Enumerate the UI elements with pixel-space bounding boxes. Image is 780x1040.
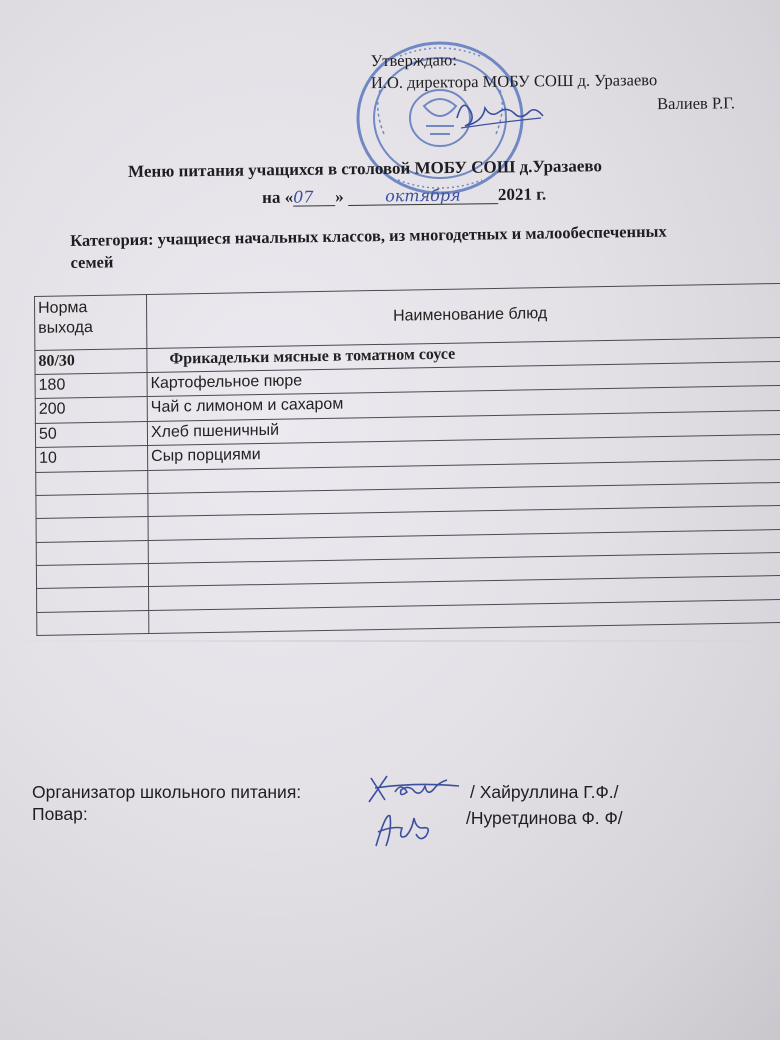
empty-cell xyxy=(37,610,149,635)
empty-cell xyxy=(36,517,148,542)
date-month-field xyxy=(348,185,498,206)
date-suffix: 2021 г. xyxy=(497,184,547,205)
menu-table-wrapper xyxy=(34,283,780,640)
director-signature-icon xyxy=(453,88,548,138)
cook-name: /Нуретдинова Ф. Ф/ xyxy=(466,808,623,828)
empty-cell xyxy=(37,587,149,612)
row-norm: 50 xyxy=(35,421,147,447)
date-mid: » xyxy=(335,187,344,207)
approval-heading: Утверждаю: xyxy=(370,50,457,71)
cook-label: Повар: xyxy=(32,804,88,824)
date-prefix: на « xyxy=(262,187,294,207)
paper-fold xyxy=(0,640,780,642)
row-dish: Чай с лимоном и сахаром xyxy=(147,386,780,422)
row-dish: Сыр порциями xyxy=(148,434,780,470)
row-dish: Картофельное пюре xyxy=(147,361,780,397)
cook-signature-icon xyxy=(370,808,440,854)
date-day-field xyxy=(293,187,335,207)
menu-date xyxy=(262,185,546,208)
menu-table xyxy=(34,283,780,636)
row-norm: 80/30 xyxy=(35,348,147,374)
empty-cell xyxy=(36,470,148,495)
organizer-label: Организатор школьного питания: xyxy=(32,782,302,802)
approval-director-name: Валиев Р.Г. xyxy=(657,93,736,114)
row-norm: 180 xyxy=(35,373,147,399)
menu-category: Категория: учащиеся начальных классов, из многодетных и малообеспеченных семей xyxy=(70,221,667,272)
date-day-handwritten: 07 xyxy=(293,187,314,207)
empty-cell xyxy=(36,493,148,518)
empty-cell xyxy=(36,563,148,588)
menu-title: Меню питания учащихся в столовой МОБУ СОШ д.Уразаево xyxy=(128,156,603,181)
organizer-signature-icon xyxy=(365,770,465,806)
organizer-name: / Хайруллина Г.Ф./ xyxy=(470,782,619,802)
date-month-handwritten: октября xyxy=(385,185,461,206)
row-norm: 10 xyxy=(36,446,148,472)
header-norm: Норма выхода xyxy=(35,295,147,351)
row-dish: Хлеб пшеничный xyxy=(147,410,780,446)
approval-position: И.О. директора МОБУ СОШ д. Уразаево xyxy=(370,70,658,93)
header-dish-name: Наименование блюд xyxy=(146,283,780,348)
empty-cell xyxy=(36,540,148,565)
row-dish: Фрикадельки мясные в томатном соусе xyxy=(147,337,780,373)
row-norm: 200 xyxy=(35,397,147,423)
